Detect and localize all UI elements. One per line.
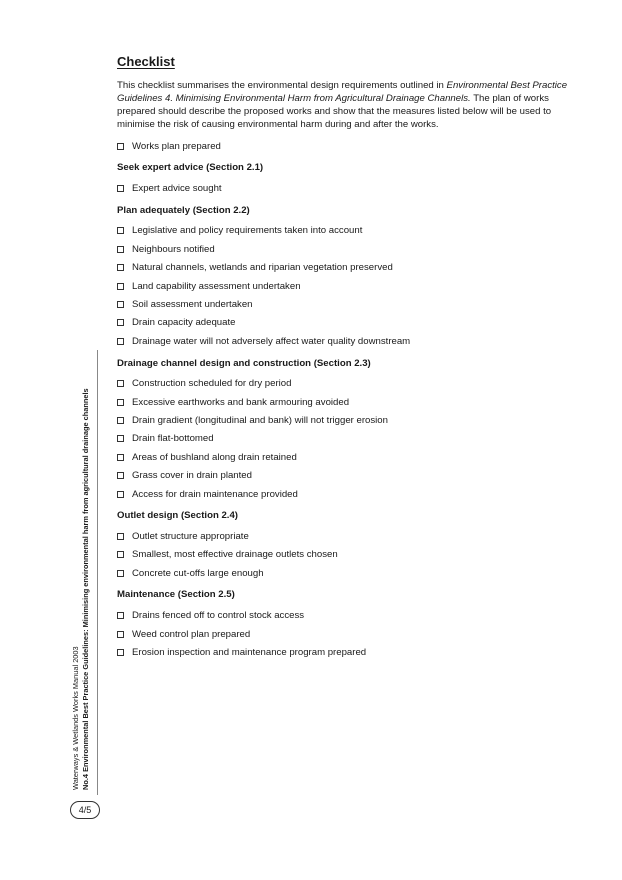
checkbox-icon[interactable]: [117, 246, 124, 253]
spine-guideline-title: No.4 Environmental Best Practice Guidelines: Minimising environmental harm from agricultural drainage channels: [81, 388, 90, 790]
checkbox-icon[interactable]: [117, 227, 124, 234]
checklist-item[interactable]: [117, 259, 577, 277]
checklist-item[interactable]: [117, 393, 577, 411]
checklist-item-label: Outlet structure appropriate: [132, 530, 249, 542]
checklist-item-label: Land capability assessment undertaken: [132, 280, 301, 292]
checklist-item-label: Drain capacity adequate: [132, 317, 236, 329]
checklist-item-label: Legislative and policy requirements taken into account: [132, 225, 363, 237]
checklist-item[interactable]: [117, 277, 577, 295]
checklist-item[interactable]: [117, 625, 577, 643]
guideline-reference: Environmental Best Practice Guidelines 4. Minimising Environmental Harm from Agricultural Drainage Channels.: [117, 80, 568, 104]
checklist-item[interactable]: [117, 332, 577, 350]
checklist-item[interactable]: [117, 564, 577, 582]
checklist-item-label: Erosion inspection and maintenance program prepared: [132, 646, 367, 658]
checklist-item-label: Concrete cut-offs large enough: [132, 567, 264, 579]
intro-text-1: This checklist summarises the environmental design requirements outlined in: [117, 80, 447, 91]
spine-text: [71, 370, 91, 790]
checkbox-icon[interactable]: [117, 435, 124, 442]
checklist-item-label: Drainage water will not adversely affect water quality downstream: [132, 335, 411, 347]
page-title: Checklist: [117, 54, 175, 69]
checklist-item[interactable]: [117, 375, 577, 393]
spine-divider: [97, 350, 98, 795]
checkbox-icon[interactable]: [117, 631, 124, 638]
spine-manual-title: Waterways & Wetlands Works Manual 2003: [71, 646, 80, 790]
checklist-item-label: Weed control plan prepared: [132, 628, 251, 640]
checkbox-icon[interactable]: [117, 491, 124, 498]
checkbox-icon[interactable]: [117, 649, 124, 656]
checkbox-icon[interactable]: [117, 612, 124, 619]
checkbox-icon[interactable]: [117, 283, 124, 290]
checkbox-icon[interactable]: [117, 417, 124, 424]
checklist-item[interactable]: [117, 643, 577, 661]
checklist-item-label: Areas of bushland along drain retained: [132, 451, 297, 463]
checklist-item[interactable]: [117, 466, 577, 484]
checkbox-icon[interactable]: [117, 570, 124, 577]
checklist-item-label: Drain flat-bottomed: [132, 433, 214, 445]
checklist-item-label: Grass cover in drain planted: [132, 470, 252, 482]
checklist-item-label: Works plan prepared: [132, 140, 221, 152]
checklist-item-label: Soil assessment undertaken: [132, 299, 253, 311]
section-heading: Seek expert advice (Section 2.1): [117, 162, 264, 174]
checklist-item-label: Natural channels, wetlands and riparian vegetation preserved: [132, 262, 393, 274]
checklist-item-label: Drain gradient (longitudinal and bank) will not trigger erosion: [132, 414, 388, 426]
checklist-item[interactable]: [117, 295, 577, 313]
checklist-item[interactable]: [117, 240, 577, 258]
checklist-item[interactable]: [117, 527, 577, 545]
checklist-item[interactable]: [117, 179, 577, 197]
checklist-item-label: Smallest, most effective drainage outlets chosen: [132, 549, 338, 561]
page-number: 4/5: [70, 801, 100, 819]
checkbox-icon[interactable]: [117, 533, 124, 540]
checkbox-icon[interactable]: [117, 380, 124, 387]
checklist-item-label: Expert advice sought: [132, 183, 222, 195]
checklist-item-label: Excessive earthworks and bank armouring avoided: [132, 396, 350, 408]
checklist-item-label: Access for drain maintenance provided: [132, 488, 298, 500]
checklist-item[interactable]: [117, 485, 577, 503]
section-heading: Maintenance (Section 2.5): [117, 589, 235, 601]
checkbox-icon[interactable]: [117, 338, 124, 345]
checkbox-icon[interactable]: [117, 319, 124, 326]
checkbox-icon[interactable]: [117, 399, 124, 406]
checkbox-icon[interactable]: [117, 454, 124, 461]
intro-paragraph: [117, 79, 577, 131]
checkbox-icon[interactable]: [117, 472, 124, 479]
checklist-sections: [117, 161, 577, 661]
checklist-item[interactable]: [117, 411, 577, 429]
checkbox-icon[interactable]: [117, 143, 124, 150]
checklist-content: [117, 54, 577, 662]
checklist-item[interactable]: [117, 137, 577, 155]
section-heading: Outlet design (Section 2.4): [117, 510, 239, 522]
section-heading: Drainage channel design and construction (Section 2.3): [117, 357, 371, 369]
intro-text-2: The plan of works prepared should describe the proposed works and show that the measures listed below will be used to minimise the risk of causing environmental harm during and after the works.: [117, 93, 552, 130]
checklist-item-label: Neighbours notified: [132, 243, 215, 255]
checklist-item-label: Drains fenced off to control stock access: [132, 610, 305, 622]
section-heading: Plan adequately (Section 2.2): [117, 204, 250, 216]
checkbox-icon[interactable]: [117, 264, 124, 271]
checkbox-icon[interactable]: [117, 185, 124, 192]
checklist-item[interactable]: [117, 606, 577, 624]
checklist-item[interactable]: [117, 222, 577, 240]
checkbox-icon[interactable]: [117, 551, 124, 558]
checkbox-icon[interactable]: [117, 301, 124, 308]
checklist-item-label: Construction scheduled for dry period: [132, 378, 292, 390]
checklist-item[interactable]: [117, 430, 577, 448]
checklist-item[interactable]: [117, 448, 577, 466]
checklist-item[interactable]: [117, 314, 577, 332]
checklist-item[interactable]: [117, 546, 577, 564]
